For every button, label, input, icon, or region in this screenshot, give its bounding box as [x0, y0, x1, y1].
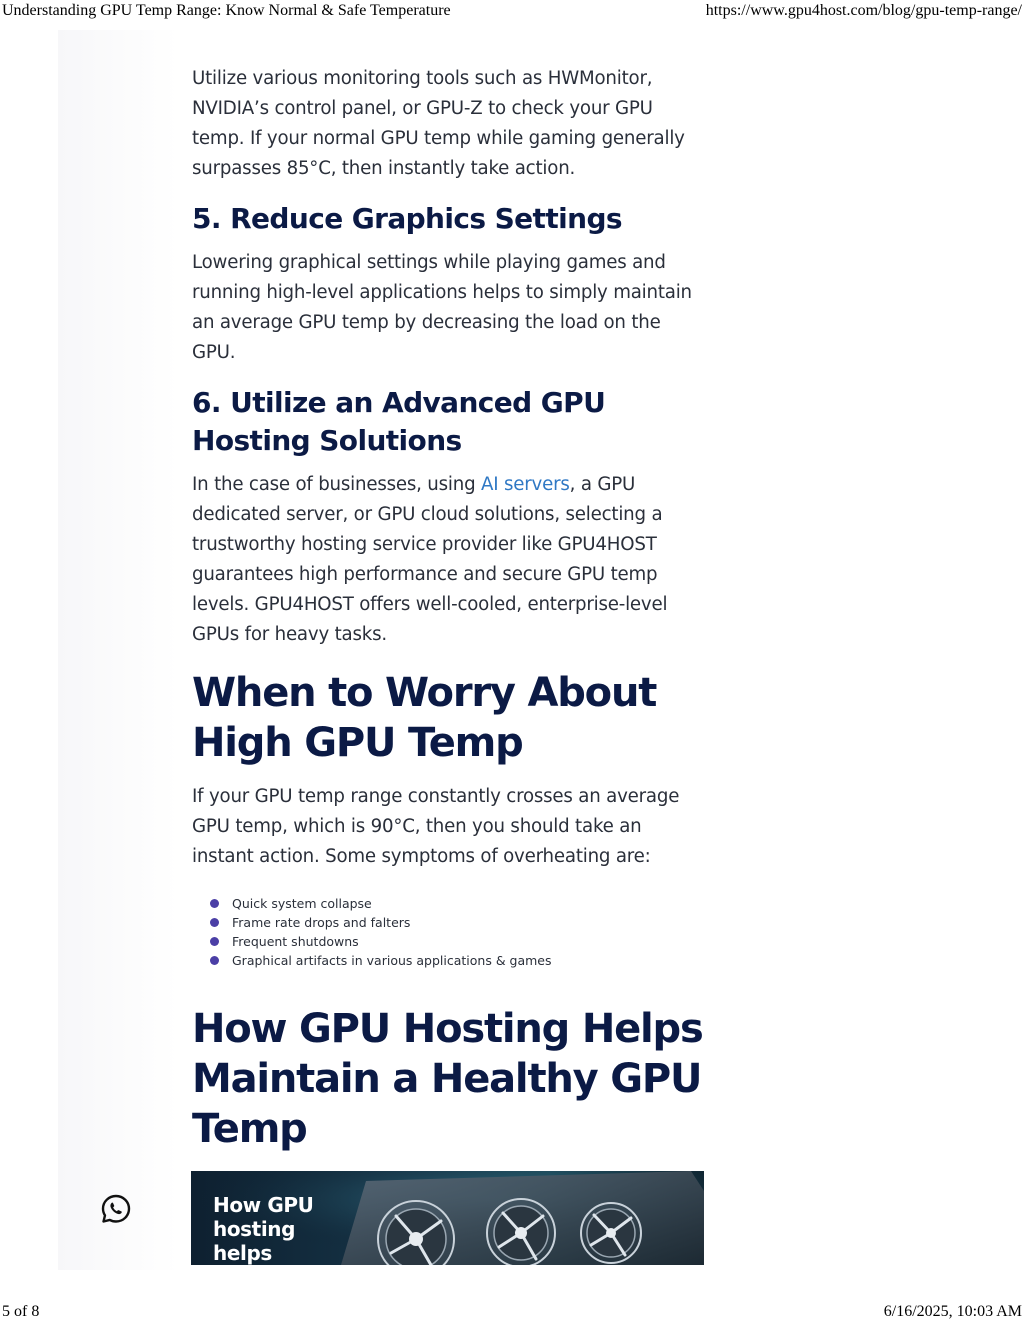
- print-header: [0, 0, 1024, 22]
- whatsapp-button[interactable]: [100, 1193, 132, 1225]
- section-6-text-start: In the case of businesses, using: [192, 474, 482, 495]
- bullet-dot-icon: [210, 956, 219, 965]
- print-header-title: Understanding GPU Temp Range: Know Normal & Safe Temperature: [2, 2, 451, 19]
- section-6-heading: 6. Utilize an Advanced GPU Hosting Solutions: [192, 386, 606, 457]
- article-body: [192, 64, 706, 1154]
- list-item-text: Frame rate drops and falters: [232, 915, 411, 930]
- list-item: [210, 932, 706, 951]
- list-item-text: Graphical artifacts in various applications & games: [232, 953, 552, 968]
- page-number: 5 of 8: [2, 1303, 40, 1320]
- list-item: [210, 913, 706, 932]
- bullet-dot-icon: [210, 918, 219, 927]
- section-6-text-end: , a GPU dedicated server, or GPU cloud solutions, selecting a trustworthy hosting service provider like GPU4HOST guarantees high performance and secure GPU temp levels. GPU4HOST offers well-cooled, enterprise-level GPUs for heavy tasks.: [192, 474, 668, 645]
- bullet-dot-icon: [210, 899, 219, 908]
- hero-image-caption: How GPU hosting helps: [213, 1193, 314, 1265]
- print-footer: [0, 1303, 1024, 1325]
- bullet-dot-icon: [210, 937, 219, 946]
- ai-servers-link[interactable]: AI servers: [481, 474, 570, 495]
- hosting-hero-image: [191, 1171, 704, 1265]
- section-5-heading: 5. Reduce Graphics Settings: [192, 202, 622, 235]
- list-item-text: Quick system collapse: [232, 896, 372, 911]
- section-6-paragraph: [192, 470, 706, 650]
- print-datetime: 6/16/2025, 10:03 AM: [883, 1303, 1022, 1320]
- hosting-heading: How GPU Hosting Helps Maintain a Healthy GPU Temp: [192, 1006, 703, 1152]
- worry-heading: When to Worry About High GPU Temp: [192, 670, 657, 766]
- worry-paragraph: If your GPU temp range constantly crosses an average GPU temp, which is 90°C, then you should take an instant action. Some symptoms of overheating are:: [192, 786, 680, 867]
- list-item: [210, 951, 706, 970]
- list-item: [210, 894, 706, 913]
- symptoms-list: [210, 894, 706, 970]
- section-5-paragraph: Lowering graphical settings while playing games and running high-level applications helps to simply maintain an average GPU temp by decreasing the load on the GPU.: [192, 252, 692, 363]
- list-item-text: Frequent shutdowns: [232, 934, 359, 949]
- whatsapp-icon: [100, 1193, 132, 1225]
- print-header-url: https://www.gpu4host.com/blog/gpu-temp-range/: [705, 2, 1022, 19]
- intro-paragraph: Utilize various monitoring tools such as HWMonitor, NVIDIA’s control panel, or GPU-Z to check your GPU temp. If your normal GPU temp while gaming generally surpasses 85°C, then instantly take action.: [192, 68, 685, 179]
